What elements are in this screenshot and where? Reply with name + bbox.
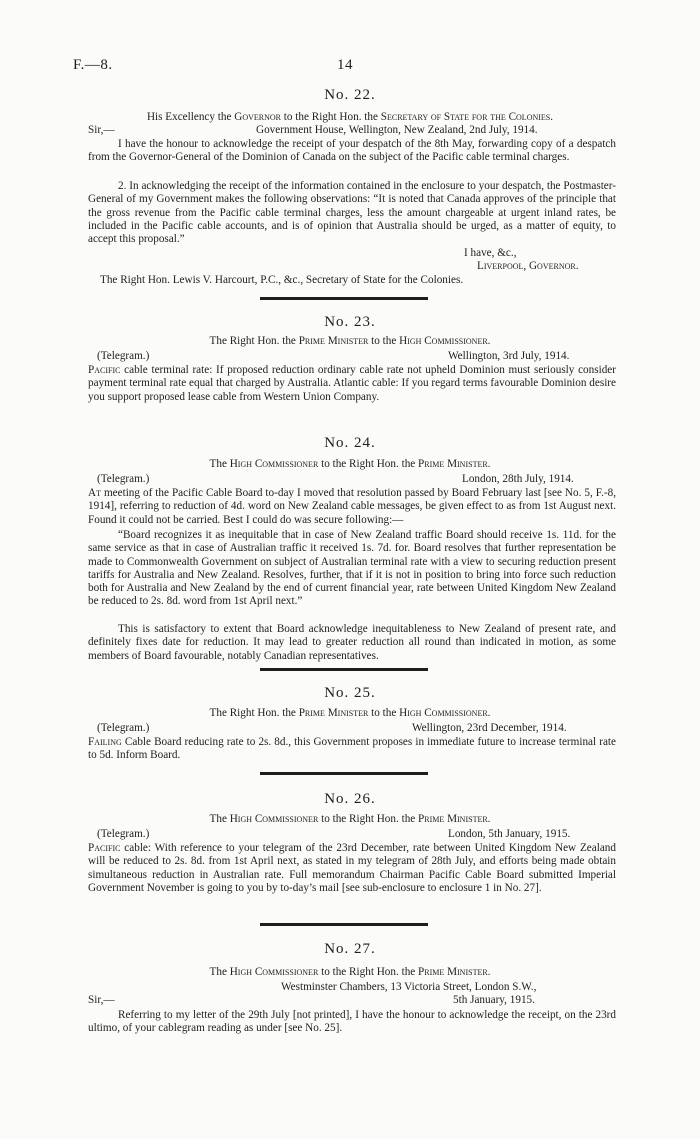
telegram-label: (Telegram.) (97, 350, 150, 362)
salutation: Sir,— (88, 994, 115, 1007)
section-27-address: The High Commissioner to the Right Hon. the Prime Minister. (209, 966, 491, 978)
section-26-address: The High Commissioner to the Right Hon. the Prime Minister. (209, 813, 491, 825)
letter-body: Referring to my letter of the 29th July [not printed], I have the honour to acknowledge the receipt, on the 23rd ultimo, of your cablegram reading as under [see No. 25]. (88, 1009, 616, 1035)
salutation: Sir,— (88, 124, 115, 136)
section-divider (260, 297, 428, 300)
place-date: Government House, Wellington, New Zealand, 2nd July, 1914. (256, 124, 538, 136)
section-23-address: The Right Hon. the Prime Minister to the High Commissioner. (209, 335, 491, 347)
telegram-body: At meeting of the Pacific Cable Board to-day I moved that resolution passed by Board February last [see No. 5, F.-8, 1914], referring to reduction of 4d. word on New Zealand cable messages, be given effect to as from 1st August next. Found it could not be carried. Best I could do was secure following:— (88, 487, 616, 526)
section-24-dateline (0, 473, 700, 486)
quoted-resolution: “Board recognizes it as inequitable that in case of New Zealand traffic Board should receive 1s. 11d. for the same service as that in case of Australian traffic it received 1s. 7d. for. Board resolves that further representation be made to Commonwealth Government on subject of Australian terminal rate with a view to securing reduction present tariffs for Australia and New Zealand. Resolves, further, that if it is not in position to bring into force such reduction both for Australia and New Zealand by the end of current financial year, rate between United Kingdom New Zealand be reduced to 2s. 8d. word from 1st April next.” (88, 529, 616, 608)
place-line: Westminster Chambers, 13 Victoria Street, London S.W., (281, 981, 537, 993)
signature: Liverpool, Governor. (477, 260, 579, 273)
section-no-24 (0, 434, 700, 452)
section-24-address: The High Commissioner to the Right Hon. the Prime Minister. (209, 458, 491, 470)
section-number: No. 23. (324, 314, 376, 330)
section-no-25 (0, 684, 700, 702)
closing: I have, &c., (464, 247, 517, 259)
paragraph: I have the honour to acknowledge the receipt of your despatch of the 8th May, forwarding copy of a despatch from the Governor-General of the Dominion of Canada on the subject of the Pacific cable terminal charges. (88, 138, 616, 164)
section-22-closing (0, 247, 700, 287)
recipient: The Right Hon. Lewis V. Harcourt, P.C., &c., Secretary of State for the Colonies. (100, 273, 464, 286)
telegram-label: (Telegram.) (97, 722, 150, 734)
page-number: 14 (337, 57, 353, 73)
section-22-dateline (0, 124, 700, 137)
telegram-body: Pacific cable: With reference to your telegram of the 23rd December, rate between United Kingdom New Zealand will be reduced to 2s. 8d. from 1st April next, as stated in my telegram of 28th July, and efforts being made obtain simultaneous reduction in Australian rate. Full memorandum Chairman Pacific Cable Board submitted Imperial Government November is going to you by to-day’s mail [see sub-enclosure to enclosure 1 in No. 27]. (88, 842, 616, 894)
section-no-26 (0, 790, 700, 808)
section-25-address: The Right Hon. the Prime Minister to the High Commissioner. (209, 707, 491, 719)
place-date: London, 5th January, 1915. (448, 828, 571, 840)
telegram-body: Pacific cable terminal rate: If proposed reduction ordinary cable rate not upheld Dominion must seriously consider payment terminal rate equal that charged by Australia. Atlantic cable: If you regard terms favourable Dominion desire you support proposed lease cable from Western Union Company. (88, 364, 616, 403)
section-25-dateline (0, 722, 700, 735)
section-no-27 (0, 940, 700, 958)
section-number: No. 25. (324, 685, 376, 701)
section-number: No. 24. (324, 435, 376, 451)
section-divider (260, 668, 428, 671)
place-date: Wellington, 23rd December, 1914. (412, 722, 567, 734)
paragraph: 2. In acknowledging the receipt of the information contained in the enclosure to your despatch, the Postmaster-General of my Government makes the following observations: “It is noted that Canada approves of the principle that the gross revenue from the Pacific cable terminal charges, less the amount chargeable at urgent inland rates, be included in the Pacific cable accounts, and is of opinion that Australia should be urged, as a matter of equity, to accept this proposal.” (88, 180, 616, 246)
place-date: 5th January, 1915. (453, 994, 535, 1007)
document-reference: F.—8. (73, 57, 113, 73)
telegram-closing: This is satisfactory to extent that Board acknowledge inequitableness to New Zealand of present rate, and definitely fixes date for reduction. It may lead to greater reduction all round than indicated in motion, as some members of Board favourable, notably Canadian representatives. (88, 623, 616, 662)
telegram-label: (Telegram.) (97, 828, 150, 840)
telegram-label: (Telegram.) (97, 473, 150, 485)
section-27-dateline (0, 981, 700, 1008)
section-no-23 (0, 313, 700, 331)
section-number: No. 26. (324, 791, 376, 807)
telegram-body: Failing Cable Board reducing rate to 2s. 8d., this Government proposes in immediate future to increase terminal rate to 5d. Inform Board. (88, 736, 616, 762)
place-date: London, 28th July, 1914. (462, 473, 574, 485)
section-divider (260, 772, 428, 775)
section-23-dateline (0, 350, 700, 363)
place-date: Wellington, 3rd July, 1914. (448, 350, 570, 362)
section-number: No. 22. (324, 87, 376, 103)
section-no-22 (0, 86, 700, 104)
section-divider (260, 923, 428, 926)
section-number: No. 27. (324, 941, 376, 957)
section-22-address: His Excellency the Governor to the Right Hon. the Secretary of State for the Colonies. (146, 111, 554, 123)
section-26-dateline (0, 828, 700, 841)
